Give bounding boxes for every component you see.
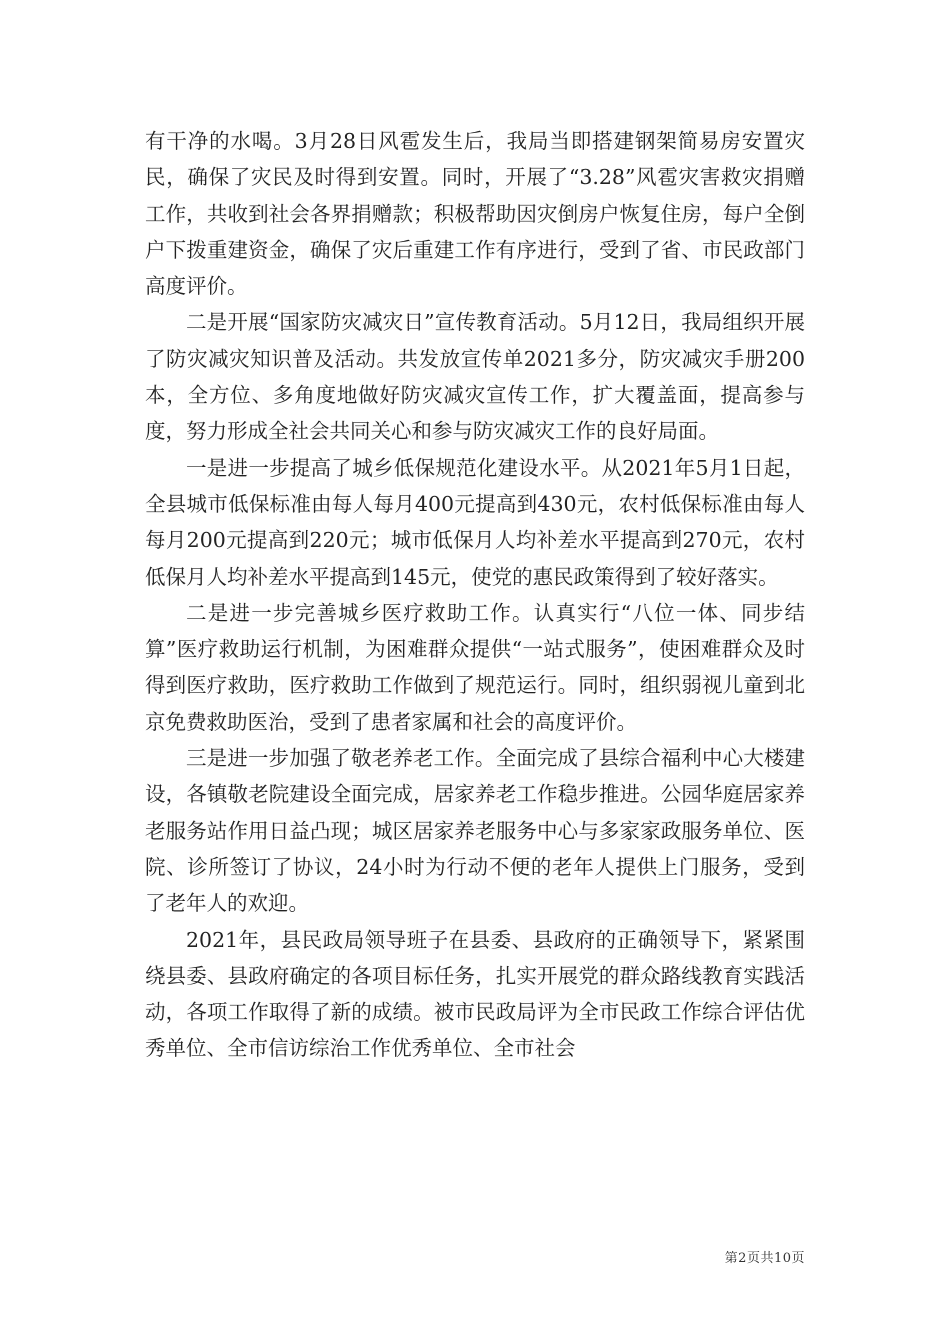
paragraph-4: 二是进一步完善城乡医疗救助工作。认真实行“八位一体、同步结算”医疗救助运行机制，为困难群众提供“一站式服务”，使困难群众及时得到医疗救助，医疗救助工作做到了规范运行。同时，组织弱视儿童到北京免费救助医治，受到了患者家属和社会的高度评价。 bbox=[145, 600, 805, 734]
page-number-footer: 第2页共10页 bbox=[724, 1251, 805, 1266]
paragraph-6: 2021年，县民政局领导班子在县委、县政府的正确领导下，紧紧围绕县委、县政府确定的各项目标任务，扎实开展党的群众路线教育实践活动，各项工作取得了新的成绩。被市民政局评为全市民政工作综合评估优秀单位、全市信访综治工作优秀单位、全市社会 bbox=[145, 927, 805, 1061]
document-body bbox=[145, 123, 805, 1067]
paragraph-3: 一是进一步提高了城乡低保规范化建设水平。从2021年5月1日起，全县城市低保标准由每人每月400元提高到430元，农村低保标准由每人每月200元提高到220元；城市低保月人均补差水平提高到270元，农村低保月人均补差水平提高到145元，使党的惠民政策得到了较好落实。 bbox=[145, 455, 805, 589]
paragraph-1: 有干净的水喝。3月28日风雹发生后，我局当即搭建钢架简易房安置灾民，确保了灾民及时得到安置。同时，开展了“3.28”风雹灾害救灾捐赠工作，共收到社会各界捐赠款；积极帮助因灾倒房户恢复住房，每户全倒户下拨重建资金，确保了灾后重建工作有序进行，受到了省、市民政部门高度评价。 bbox=[145, 129, 805, 299]
paragraph-2: 二是开展“国家防灾减灾日”宣传教育活动。5月12日，我局组织开展了防灾减灾知识普及活动。共发放宣传单2021多分，防灾减灾手册200本，全方位、多角度地做好防灾减灾宣传工作，扩大覆盖面，提高参与度，努力形成全社会共同关心和参与防灾减灾工作的良好局面。 bbox=[145, 310, 805, 444]
paragraph-5: 三是进一步加强了敬老养老工作。全面完成了县综合福利中心大楼建设，各镇敬老院建设全面完成，居家养老工作稳步推进。公园华庭居家养老服务站作用日益凸现；城区居家养老服务中心与多家家政服务单位、医院、诊所签订了协议，24小时为行动不便的老年人提供上门服务，受到了老年人的欢迎。 bbox=[145, 746, 805, 916]
